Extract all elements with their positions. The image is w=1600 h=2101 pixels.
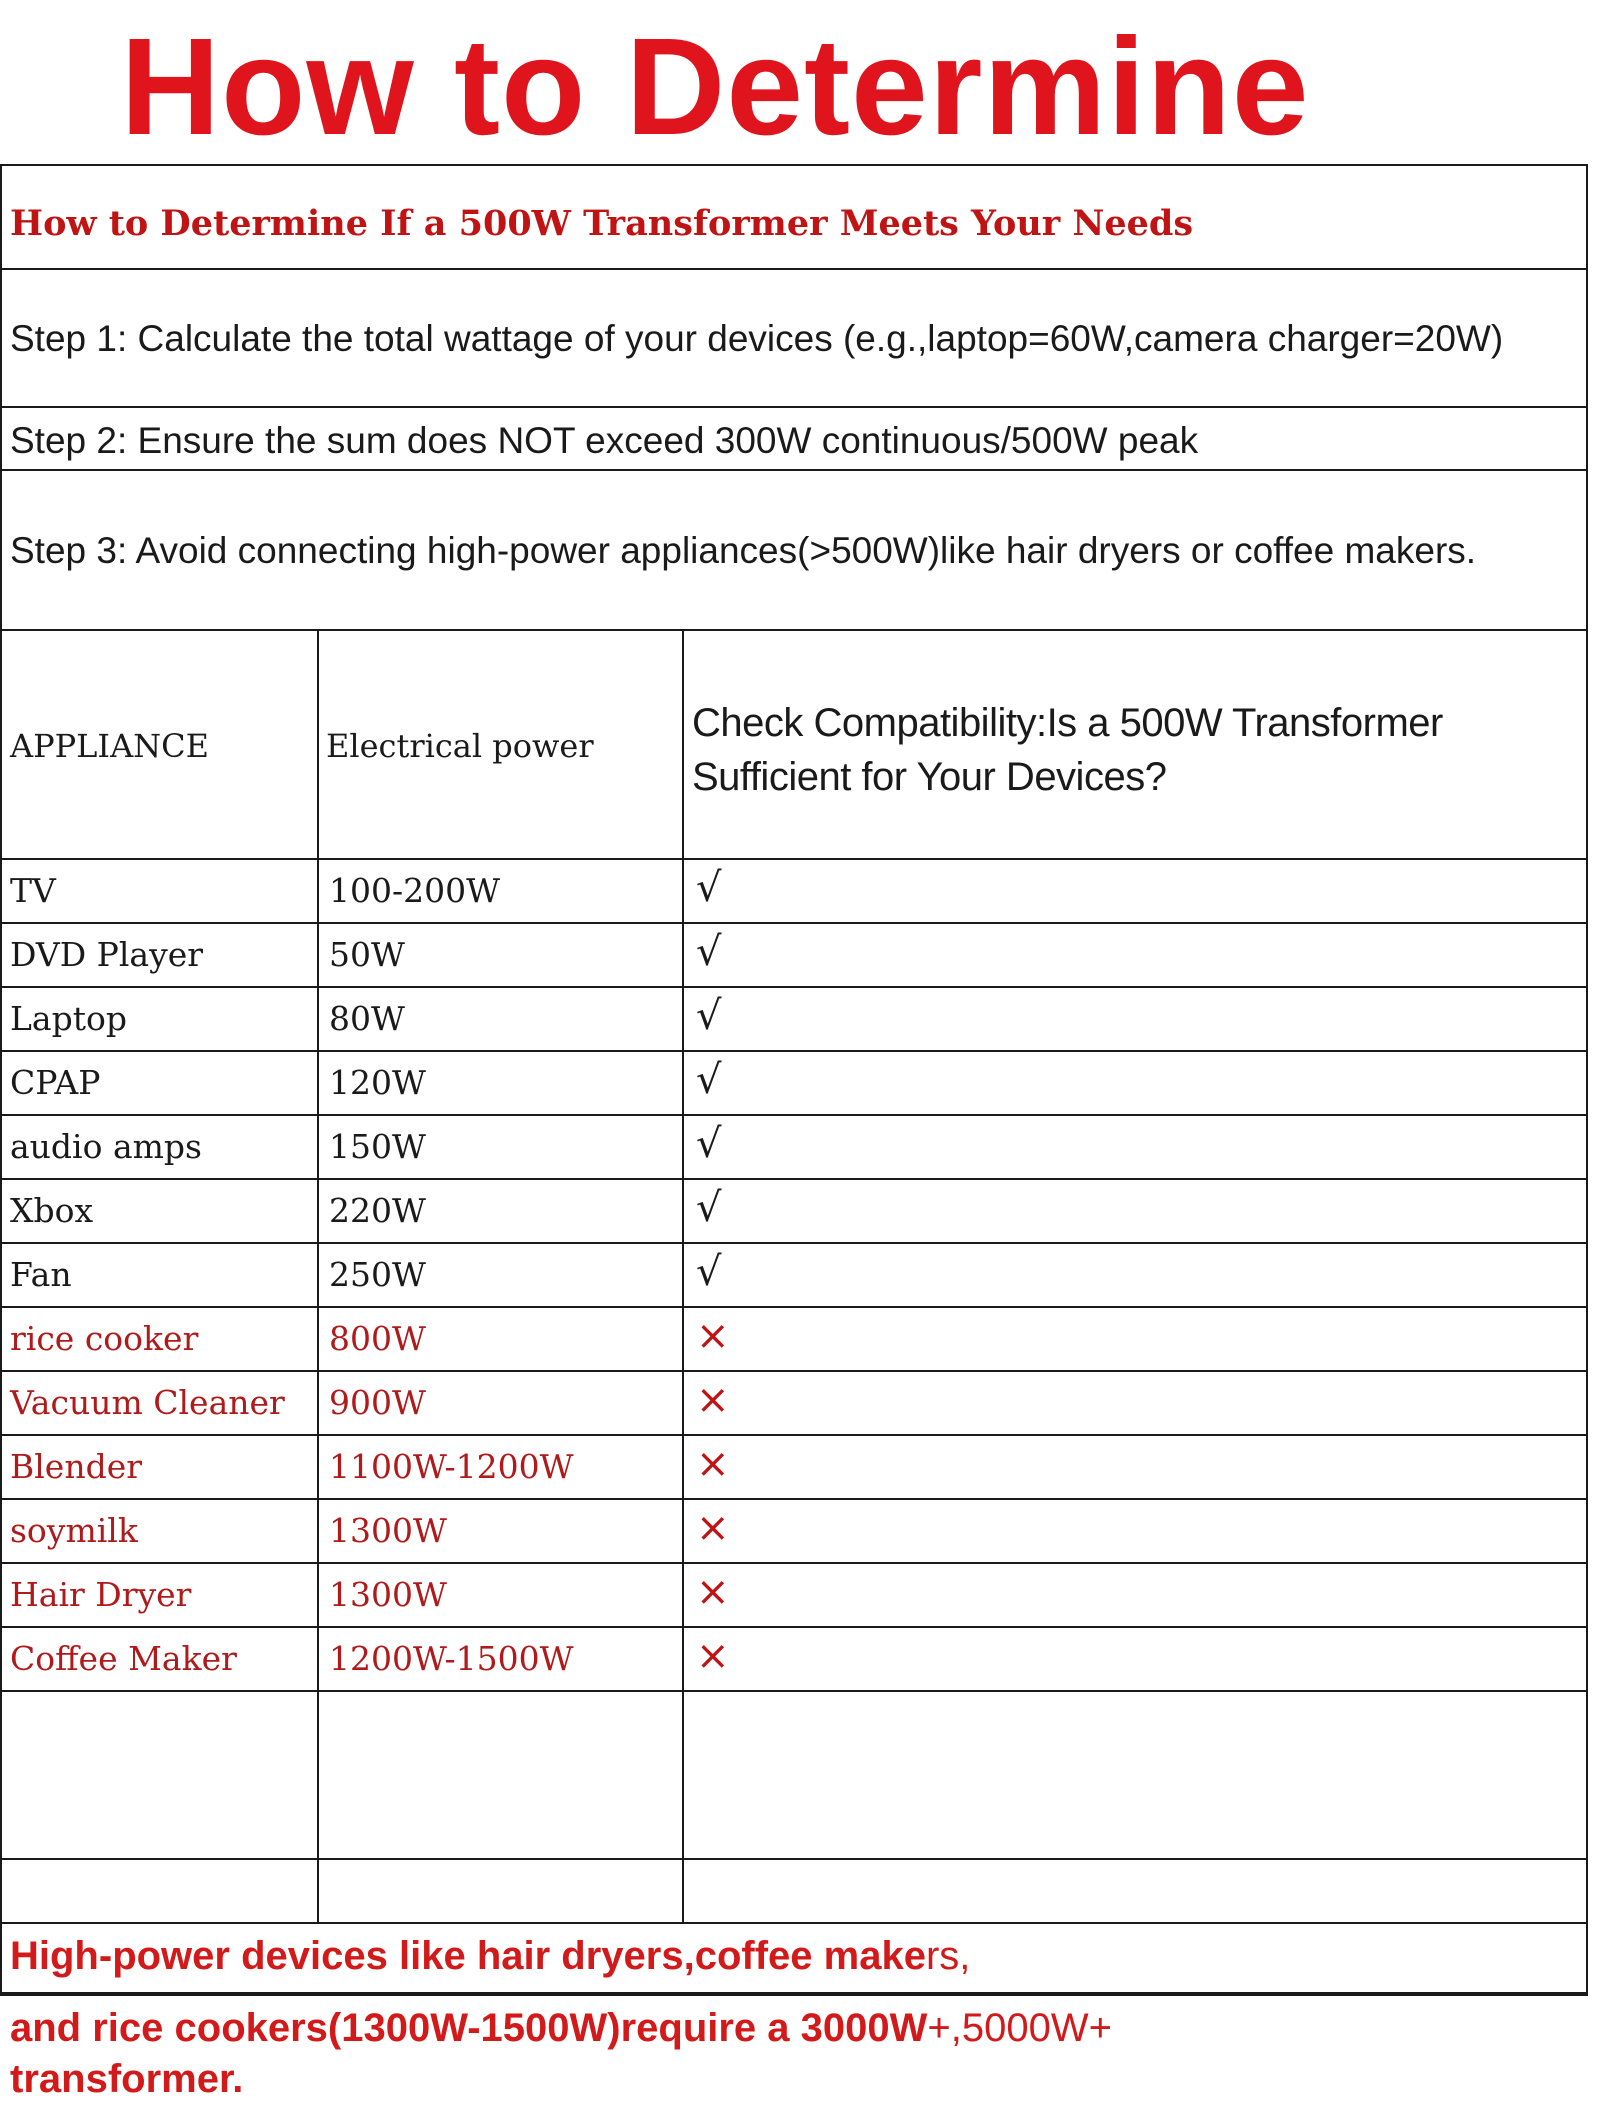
divider [2,406,1586,408]
power-cell: 120W [329,1063,426,1102]
power-cell: 1300W [329,1575,447,1614]
power-cell: 1300W [329,1511,447,1550]
appliance-cell: Laptop [10,999,127,1038]
appliance-cell: CPAP [10,1063,101,1102]
power-cell: 1100W-1200W [329,1447,574,1486]
cross-mark-icon: × [696,1633,730,1679]
divider [2,1858,1586,1860]
page-title: How to Determine [120,10,1310,164]
table-row [2,1050,1586,1114]
table-row [2,1242,1586,1306]
cross-mark-icon: × [696,1313,730,1359]
check-mark-icon: √ [696,993,722,1039]
check-mark-icon: √ [696,929,722,975]
power-cell: 220W [329,1191,426,1230]
appliance-cell: audio amps [10,1127,202,1166]
step-2-text: Step 2: Ensure the sum does NOT exceed 300W continuous/500W peak [10,420,1199,461]
check-mark-icon: √ [696,1185,722,1231]
table-row [2,922,1586,986]
check-mark-icon: √ [696,865,722,911]
note-line-3: transformer. [10,2057,244,2101]
note-line-2-plain: +,5000W+ [927,2006,1112,2050]
divider [2,1922,1586,1924]
note-line-2 [10,2008,1112,2048]
column-header-appliance: APPLIANCE [10,727,210,765]
step-1-text: Step 1: Calculate the total wattage of your devices (e.g.,laptop=60W,camera charger=20W) [10,318,1504,359]
table-row [2,1626,1586,1690]
check-mark-icon: √ [696,1249,722,1295]
table-row [2,1562,1586,1626]
column-divider [682,629,684,1922]
table-row [2,1306,1586,1370]
table-row [2,1370,1586,1434]
table-row [2,1498,1586,1562]
info-table [0,164,1588,2101]
cross-mark-icon: × [696,1505,730,1551]
appliance-cell: Xbox [10,1191,94,1230]
divider [2,1992,1586,1994]
note-line-1-bold: High-power devices like hair dryers,coffee make [10,1934,926,1978]
power-cell: 150W [329,1127,426,1166]
note-line-1 [10,1936,970,1976]
appliance-cell: rice cooker [10,1319,199,1358]
appliance-cell: Fan [10,1255,72,1294]
cross-mark-icon: × [696,1441,730,1487]
divider [2,1690,1586,1692]
cross-mark-icon: × [696,1569,730,1615]
power-cell: 1200W-1500W [329,1639,574,1678]
column-header-power: Electrical power [326,727,594,765]
table-row [2,986,1586,1050]
appliance-cell: soymilk [10,1511,138,1550]
power-cell: 900W [329,1383,426,1422]
power-cell: 250W [329,1255,426,1294]
power-cell: 100-200W [329,871,501,910]
step-3-text: Step 3: Avoid connecting high-power appliances(>500W)like hair dryers or coffee makers. [10,530,1477,571]
cross-mark-icon: × [696,1377,730,1423]
appliance-cell: DVD Player [10,935,204,974]
divider [2,469,1586,471]
table-row [2,1178,1586,1242]
table-row [2,1434,1586,1498]
appliance-cell: Coffee Maker [10,1639,237,1678]
divider [2,629,1586,631]
column-header-compatibility: Check Compatibility:Is a 500W Transformer Sufficient for Your Devices? [692,701,1443,799]
appliance-cell: TV [10,871,56,910]
note-line-2-bold: and rice cookers(1300W-1500W)require a 3000W [10,2006,928,2050]
divider [2,268,1586,270]
power-cell: 50W [329,935,405,974]
appliance-cell: Blender [10,1447,143,1486]
check-mark-icon: √ [696,1121,722,1167]
appliance-cell: Vacuum Cleaner [10,1383,285,1422]
power-cell: 800W [329,1319,426,1358]
appliance-cell: Hair Dryer [10,1575,192,1614]
check-mark-icon: √ [696,1057,722,1103]
power-cell: 80W [329,999,405,1038]
table-subtitle: How to Determine If a 500W Transformer Meets Your Needs [10,203,1194,244]
note-line-1-plain: rs, [925,1934,971,1978]
table-row [2,1114,1586,1178]
column-divider [317,629,319,1922]
table-row [2,858,1586,922]
